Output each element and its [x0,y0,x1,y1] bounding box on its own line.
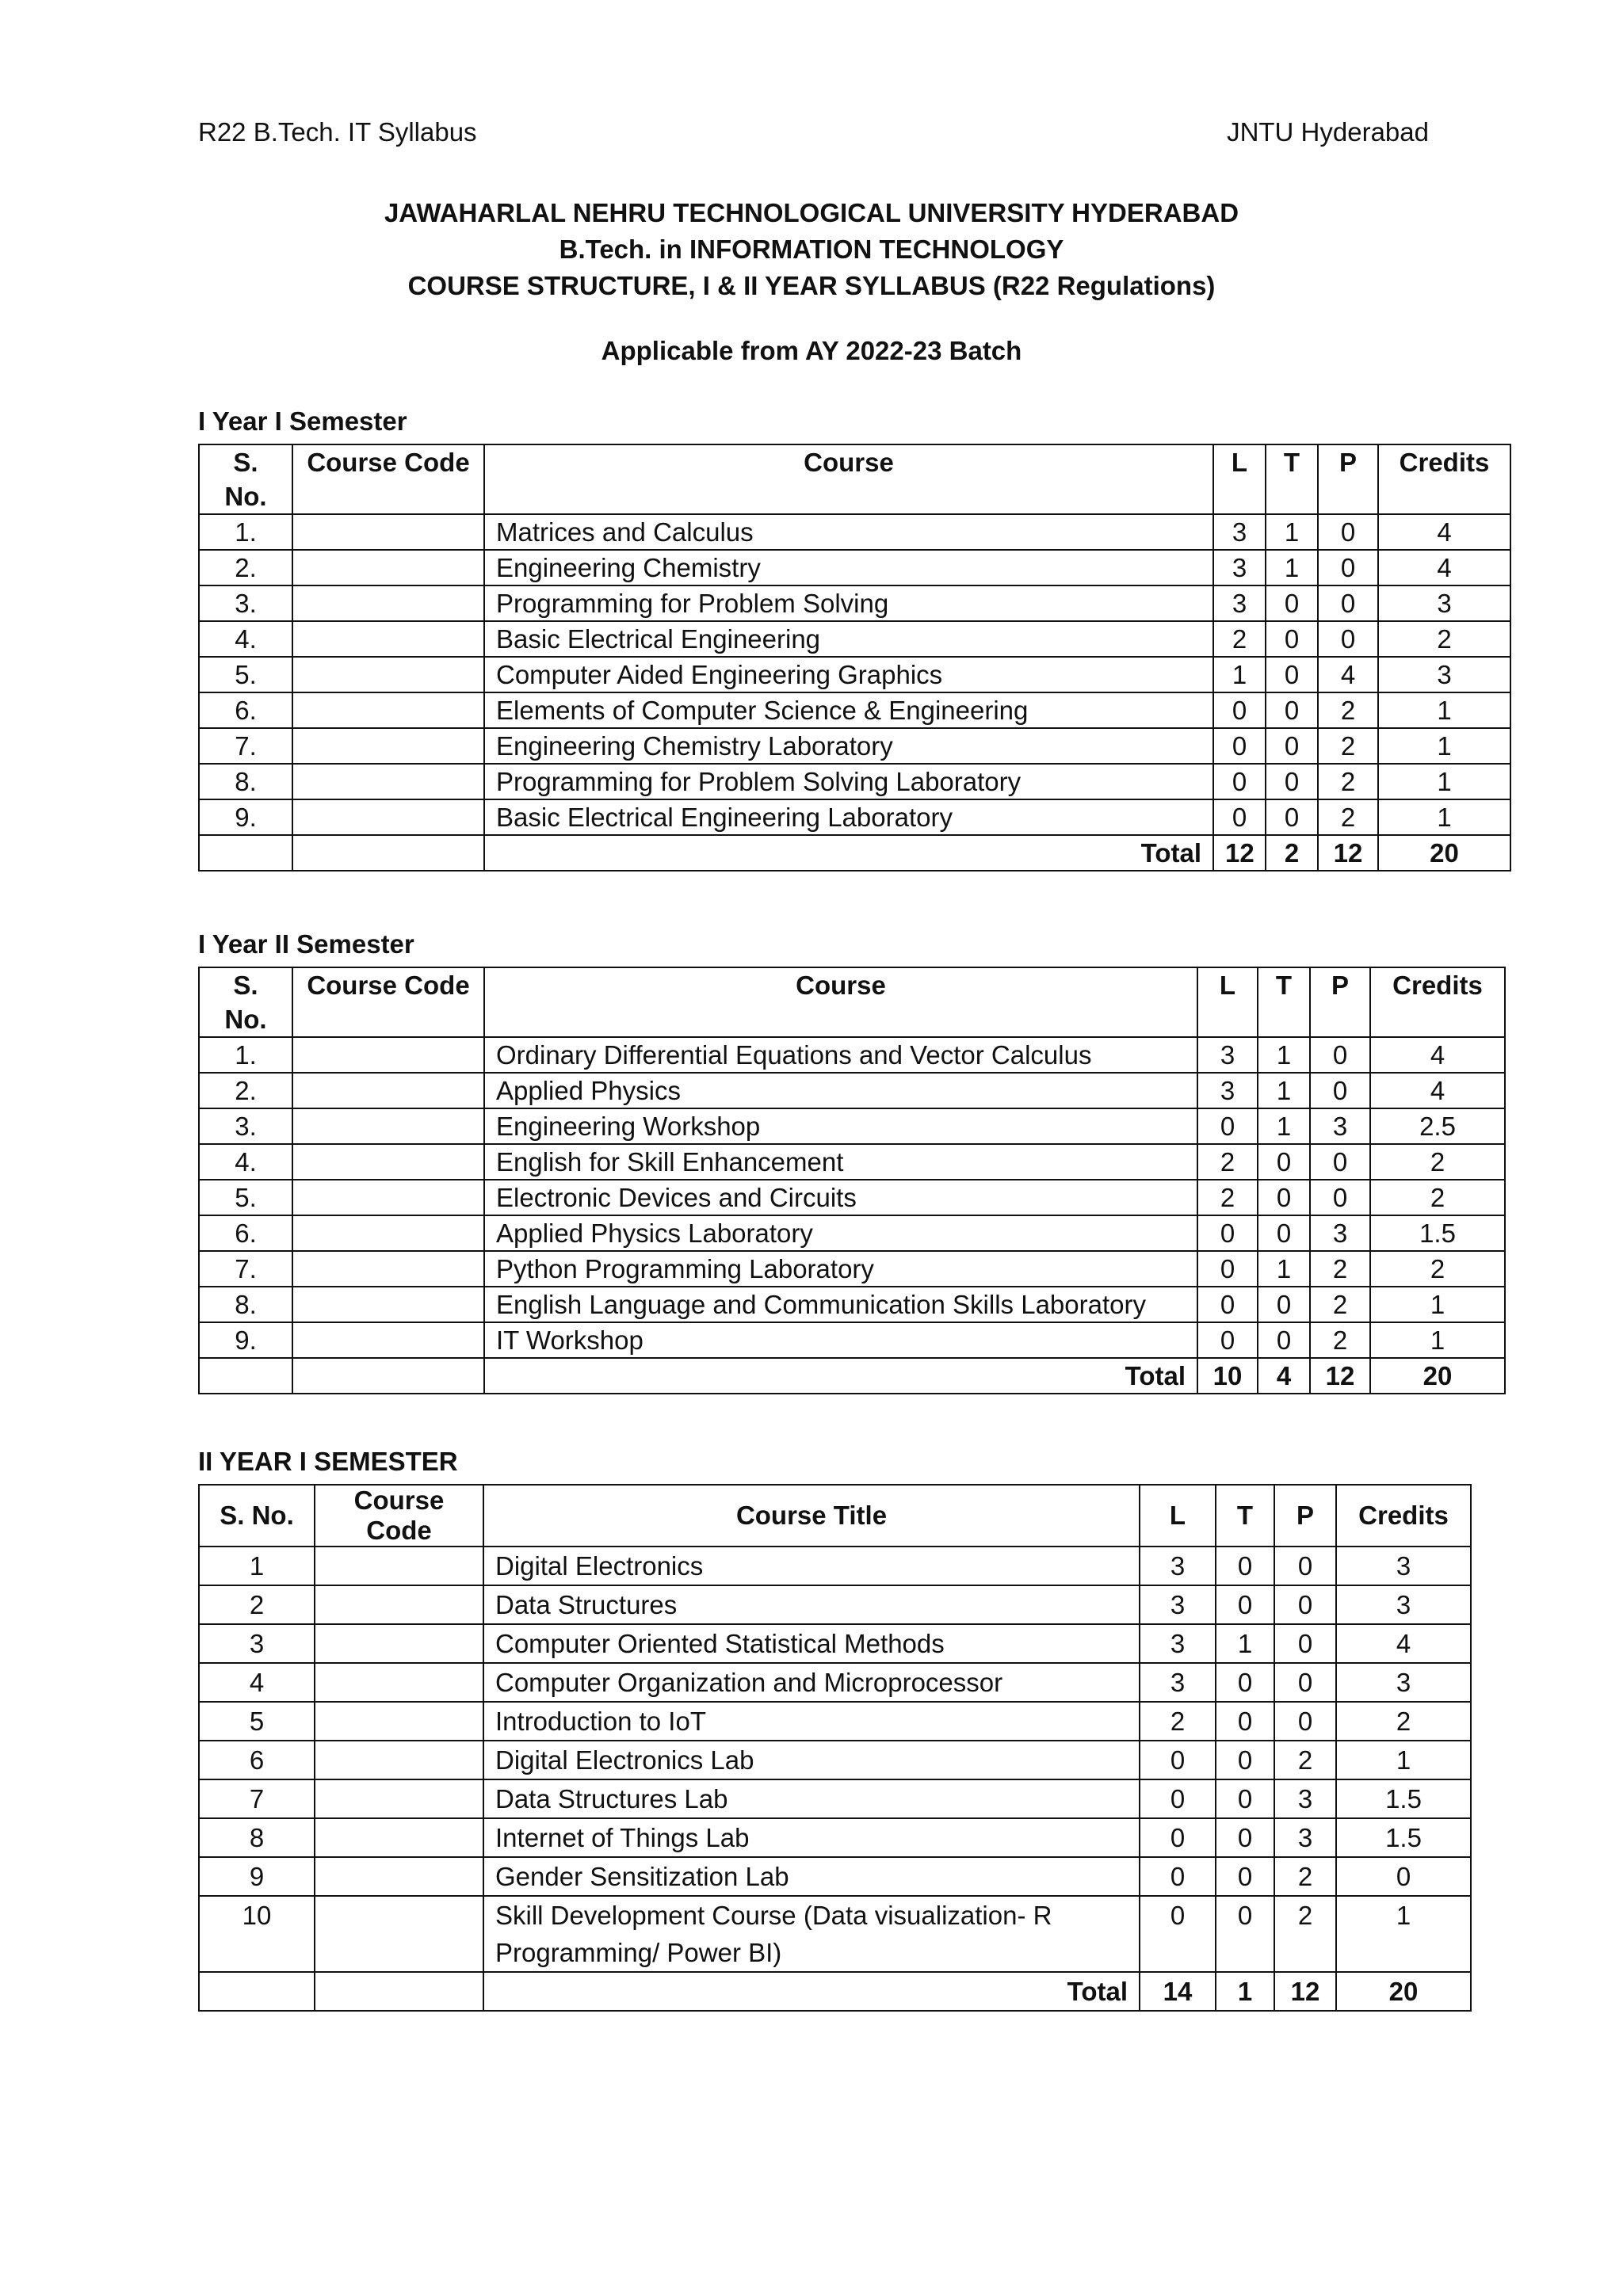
total-row [199,1358,1505,1394]
cell-course-title: Matrices and Calculus [484,514,1213,550]
cell-l: 0 [1213,799,1266,835]
cell-t: 0 [1266,799,1318,835]
cell-l: 0 [1140,1741,1216,1779]
cell-t: 0 [1216,1663,1274,1702]
document-titles [0,195,1623,304]
cell-l: 3 [1213,550,1266,585]
cell-p: 2 [1274,1896,1336,1972]
total-credits: 20 [1378,835,1510,871]
table-row [199,1322,1505,1358]
cell-t: 0 [1216,1818,1274,1857]
table-row [199,1741,1471,1779]
cell-p: 2 [1318,799,1378,835]
total-label: Total [484,1358,1197,1394]
cell-t: 0 [1258,1215,1310,1251]
table-row [199,1073,1505,1108]
cell-course-title: Digital Electronics [483,1547,1140,1585]
cell-l: 2 [1197,1144,1258,1180]
header-code: Course Code [292,444,484,514]
cell-t: 0 [1266,692,1318,728]
cell-p: 0 [1318,621,1378,657]
cell-sno: 4. [199,621,292,657]
total-t: 2 [1266,835,1318,871]
cell-course-code [315,1818,483,1857]
cell-course-title: Computer Aided Engineering Graphics [484,657,1213,692]
cell-l: 3 [1140,1624,1216,1663]
cell-t: 0 [1216,1585,1274,1624]
cell-sno: 7. [199,1251,292,1287]
cell-sno: 3. [199,585,292,621]
cell-course-title: Computer Organization and Microprocessor [483,1663,1140,1702]
cell-credits: 2 [1370,1180,1505,1215]
cell-p: 2 [1310,1287,1370,1322]
header-credits: Credits [1378,444,1510,514]
header-p: P [1318,444,1378,514]
cell-credits: 2 [1370,1251,1505,1287]
cell-t: 0 [1266,585,1318,621]
total-label: Total [483,1972,1140,2011]
cell-p: 2 [1310,1322,1370,1358]
cell-course-title: Engineering Chemistry Laboratory [484,728,1213,764]
cell-sno: 10 [199,1896,315,1972]
cell-t: 0 [1266,728,1318,764]
cell-sno: 8. [199,764,292,799]
cell-sno: 5. [199,657,292,692]
cell-p: 0 [1310,1144,1370,1180]
cell-course-code [292,1108,484,1144]
table-row [199,1144,1505,1180]
total-row [199,835,1510,871]
cell-t: 1 [1258,1037,1310,1073]
cell-p: 2 [1310,1251,1370,1287]
total-label: Total [484,835,1213,871]
cell-t: 0 [1216,1857,1274,1896]
table-row [199,692,1510,728]
header-t: T [1216,1485,1274,1547]
cell-t: 0 [1216,1896,1274,1972]
cell-course-title: Basic Electrical Engineering Laboratory [484,799,1213,835]
cell-course-title: Basic Electrical Engineering [484,621,1213,657]
cell-p: 3 [1274,1779,1336,1818]
cell-l: 0 [1213,692,1266,728]
cell-course-title: Data Structures Lab [483,1779,1140,1818]
cell-t: 1 [1266,514,1318,550]
cell-course-code [292,692,484,728]
cell-l: 3 [1140,1547,1216,1585]
cell-course-title: English for Skill Enhancement [484,1144,1197,1180]
cell-course-title: Engineering Chemistry [484,550,1213,585]
page-header-right: JNTU Hyderabad [1227,117,1429,147]
cell-course-code [292,1037,484,1073]
cell-course-code [292,1287,484,1322]
cell-credits: 1.5 [1336,1818,1471,1857]
cell-course-code [292,1180,484,1215]
cell-p: 0 [1310,1073,1370,1108]
table-body [199,1547,1471,2011]
semester-title-1: I Year I Semester [198,406,407,436]
cell-l: 0 [1197,1108,1258,1144]
total-row [199,1972,1471,2011]
cell-course-title: Applied Physics Laboratory [484,1215,1197,1251]
cell-empty [199,1972,315,2011]
header-t: T [1266,444,1318,514]
cell-course-title: Introduction to IoT [483,1702,1140,1741]
structure-title: COURSE STRUCTURE, I & II YEAR SYLLABUS (R22 Regulations) [407,271,1216,300]
table-header [199,967,1505,1037]
total-credits: 20 [1370,1358,1505,1394]
course-table-sem3 [198,1484,1472,2012]
table-row [199,1180,1505,1215]
cell-p: 0 [1318,585,1378,621]
cell-t: 1 [1216,1624,1274,1663]
cell-p: 3 [1274,1818,1336,1857]
table-row [199,1857,1471,1896]
cell-p: 2 [1318,764,1378,799]
cell-course-code [292,764,484,799]
cell-t: 0 [1266,764,1318,799]
cell-course-title: Elements of Computer Science & Engineering [484,692,1213,728]
cell-p: 0 [1318,550,1378,585]
header-sno: S. No. [199,1485,315,1547]
cell-p: 0 [1274,1702,1336,1741]
table-row [199,1624,1471,1663]
cell-l: 0 [1197,1287,1258,1322]
cell-course-code [292,550,484,585]
table-row [199,1108,1505,1144]
cell-sno: 8 [199,1818,315,1857]
header-course: Course [484,444,1213,514]
cell-sno: 6. [199,692,292,728]
cell-credits: 4 [1378,514,1510,550]
cell-l: 0 [1140,1818,1216,1857]
cell-p: 0 [1274,1663,1336,1702]
total-t: 1 [1216,1972,1274,2011]
cell-credits: 3 [1378,585,1510,621]
cell-t: 0 [1266,657,1318,692]
page-header-left: R22 B.Tech. IT Syllabus [198,117,477,147]
table-row [199,621,1510,657]
header-course: Course [484,967,1197,1037]
course-table-sem2 [198,967,1506,1394]
table-body [199,1037,1505,1394]
cell-course-title: Engineering Workshop [484,1108,1197,1144]
cell-sno: 1 [199,1547,315,1585]
header-sno: S. No. [199,967,292,1037]
cell-course-code [292,585,484,621]
table-row [199,1702,1471,1741]
cell-p: 0 [1310,1180,1370,1215]
cell-p: 4 [1318,657,1378,692]
cell-course-title: Skill Development Course (Data visualization- R Programming/ Power BI) [483,1896,1140,1972]
cell-sno: 3 [199,1624,315,1663]
cell-course-code [315,1741,483,1779]
table-body [199,514,1510,871]
cell-credits: 2 [1336,1702,1471,1741]
total-p: 12 [1318,835,1378,871]
cell-p: 3 [1310,1215,1370,1251]
cell-course-code [315,1779,483,1818]
cell-t: 0 [1258,1287,1310,1322]
cell-sno: 8. [199,1287,292,1322]
cell-course-code [315,1663,483,1702]
cell-sno: 1. [199,514,292,550]
cell-l: 3 [1140,1585,1216,1624]
cell-course-code [292,657,484,692]
total-p: 12 [1310,1358,1370,1394]
cell-p: 0 [1274,1624,1336,1663]
header-code: Course Code [292,967,484,1037]
cell-l: 2 [1213,621,1266,657]
header-t: T [1258,967,1310,1037]
table-row [199,1037,1505,1073]
cell-sno: 4 [199,1663,315,1702]
cell-course-title: Gender Sensitization Lab [483,1857,1140,1896]
table-row [199,1251,1505,1287]
cell-sno: 2 [199,1585,315,1624]
total-l: 10 [1197,1358,1258,1394]
cell-p: 2 [1274,1857,1336,1896]
cell-sno: 2. [199,1073,292,1108]
cell-credits: 3 [1336,1547,1471,1585]
cell-course-title: Computer Oriented Statistical Methods [483,1624,1140,1663]
table-row [199,514,1510,550]
cell-credits: 0 [1336,1857,1471,1896]
cell-course-code [292,514,484,550]
header-credits: Credits [1370,967,1505,1037]
cell-sno: 6 [199,1741,315,1779]
cell-credits: 3 [1336,1585,1471,1624]
cell-course-title: Electronic Devices and Circuits [484,1180,1197,1215]
cell-t: 0 [1266,621,1318,657]
cell-l: 2 [1140,1702,1216,1741]
cell-t: 0 [1258,1322,1310,1358]
cell-credits: 1 [1336,1741,1471,1779]
cell-sno: 5 [199,1702,315,1741]
cell-credits: 1 [1378,728,1510,764]
cell-credits: 1 [1378,764,1510,799]
cell-credits: 2.5 [1370,1108,1505,1144]
table-header [199,444,1510,514]
table-row [199,1287,1505,1322]
cell-course-title: Internet of Things Lab [483,1818,1140,1857]
cell-p: 0 [1274,1547,1336,1585]
header-l: L [1140,1485,1216,1547]
cell-credits: 1 [1370,1322,1505,1358]
program-title: B.Tech. in INFORMATION TECHNOLOGY [559,235,1064,264]
cell-course-title: IT Workshop [484,1322,1197,1358]
cell-t: 1 [1258,1251,1310,1287]
cell-p: 0 [1310,1037,1370,1073]
table-row [199,1663,1471,1702]
cell-p: 2 [1318,692,1378,728]
cell-sno: 7 [199,1779,315,1818]
cell-sno: 9. [199,1322,292,1358]
cell-course-title: Data Structures [483,1585,1140,1624]
table-row [199,728,1510,764]
cell-course-title: English Language and Communication Skills Laboratory [484,1287,1197,1322]
cell-empty [292,835,484,871]
cell-l: 0 [1197,1322,1258,1358]
cell-course-code [292,1073,484,1108]
cell-credits: 2 [1370,1144,1505,1180]
cell-sno: 7. [199,728,292,764]
table-row [199,764,1510,799]
cell-credits: 3 [1378,657,1510,692]
cell-sno: 1. [199,1037,292,1073]
cell-l: 0 [1213,764,1266,799]
cell-credits: 4 [1336,1624,1471,1663]
cell-l: 3 [1213,585,1266,621]
header-l: L [1213,444,1266,514]
header-course: Course Title [483,1485,1140,1547]
cell-l: 3 [1213,514,1266,550]
cell-sno: 4. [199,1144,292,1180]
cell-t: 0 [1258,1180,1310,1215]
cell-credits: 1 [1336,1896,1471,1972]
cell-course-code [292,621,484,657]
table-header [199,1485,1471,1547]
header-l: L [1197,967,1258,1037]
cell-course-code [292,1251,484,1287]
cell-l: 3 [1140,1663,1216,1702]
header-p: P [1310,967,1370,1037]
cell-t: 1 [1258,1073,1310,1108]
cell-credits: 2 [1378,621,1510,657]
table-row [199,657,1510,692]
total-l: 12 [1213,835,1266,871]
cell-credits: 1.5 [1370,1215,1505,1251]
cell-course-code [315,1547,483,1585]
cell-course-code [292,1144,484,1180]
course-table-sem1 [198,444,1511,871]
cell-p: 0 [1274,1585,1336,1624]
cell-empty [315,1972,483,2011]
cell-course-title: Applied Physics [484,1073,1197,1108]
cell-t: 0 [1216,1702,1274,1741]
cell-l: 2 [1197,1180,1258,1215]
applicable-batch: Applicable from AY 2022-23 Batch [601,336,1022,365]
table-row [199,1215,1505,1251]
cell-credits: 1 [1378,799,1510,835]
table-row [199,1585,1471,1624]
table-row [199,550,1510,585]
cell-course-title: Ordinary Differential Equations and Vector Calculus [484,1037,1197,1073]
total-l: 14 [1140,1972,1216,2011]
cell-credits: 4 [1378,550,1510,585]
cell-sno: 2. [199,550,292,585]
cell-credits: 4 [1370,1037,1505,1073]
cell-sno: 3. [199,1108,292,1144]
cell-course-title: Programming for Problem Solving [484,585,1213,621]
cell-course-code [292,1322,484,1358]
university-title: JAWAHARLAL NEHRU TECHNOLOGICAL UNIVERSITY HYDERABAD [384,198,1239,227]
cell-t: 0 [1216,1741,1274,1779]
cell-credits: 1 [1370,1287,1505,1322]
cell-credits: 3 [1336,1663,1471,1702]
cell-t: 1 [1266,550,1318,585]
cell-course-code [315,1702,483,1741]
header-sno: S. No. [199,444,292,514]
cell-sno: 9. [199,799,292,835]
semester-title-2: I Year II Semester [198,929,414,959]
cell-sno: 6. [199,1215,292,1251]
cell-l: 0 [1197,1215,1258,1251]
table-row [199,1779,1471,1818]
cell-sno: 5. [199,1180,292,1215]
cell-sno: 9 [199,1857,315,1896]
cell-empty [292,1358,484,1394]
cell-l: 1 [1213,657,1266,692]
cell-l: 3 [1197,1037,1258,1073]
cell-course-title: Python Programming Laboratory [484,1251,1197,1287]
table-row [199,799,1510,835]
cell-l: 0 [1213,728,1266,764]
cell-course-title: Programming for Problem Solving Laboratory [484,764,1213,799]
cell-empty [199,835,292,871]
cell-course-code [315,1857,483,1896]
cell-l: 0 [1140,1779,1216,1818]
table-row [199,585,1510,621]
cell-l: 0 [1140,1896,1216,1972]
cell-course-title: Digital Electronics Lab [483,1741,1140,1779]
cell-t: 0 [1258,1144,1310,1180]
cell-credits: 1.5 [1336,1779,1471,1818]
cell-course-code [315,1585,483,1624]
header-credits: Credits [1336,1485,1471,1547]
cell-empty [199,1358,292,1394]
total-p: 12 [1274,1972,1336,2011]
cell-t: 0 [1216,1547,1274,1585]
cell-p: 3 [1310,1108,1370,1144]
cell-t: 0 [1216,1779,1274,1818]
header-code: Course Code [315,1485,483,1547]
cell-course-code [292,728,484,764]
table-row [199,1818,1471,1857]
cell-course-code [315,1624,483,1663]
total-credits: 20 [1336,1972,1471,2011]
semester-title-3: II YEAR I SEMESTER [198,1447,458,1476]
cell-l: 0 [1197,1251,1258,1287]
table-row [199,1547,1471,1585]
table-row [199,1896,1471,1972]
cell-course-code [292,1215,484,1251]
cell-l: 3 [1197,1073,1258,1108]
total-t: 4 [1258,1358,1310,1394]
cell-credits: 4 [1370,1073,1505,1108]
cell-credits: 1 [1378,692,1510,728]
cell-p: 2 [1274,1741,1336,1779]
cell-p: 0 [1318,514,1378,550]
cell-l: 0 [1140,1857,1216,1896]
header-p: P [1274,1485,1336,1547]
cell-p: 2 [1318,728,1378,764]
cell-t: 1 [1258,1108,1310,1144]
cell-course-code [315,1896,483,1972]
cell-course-code [292,799,484,835]
